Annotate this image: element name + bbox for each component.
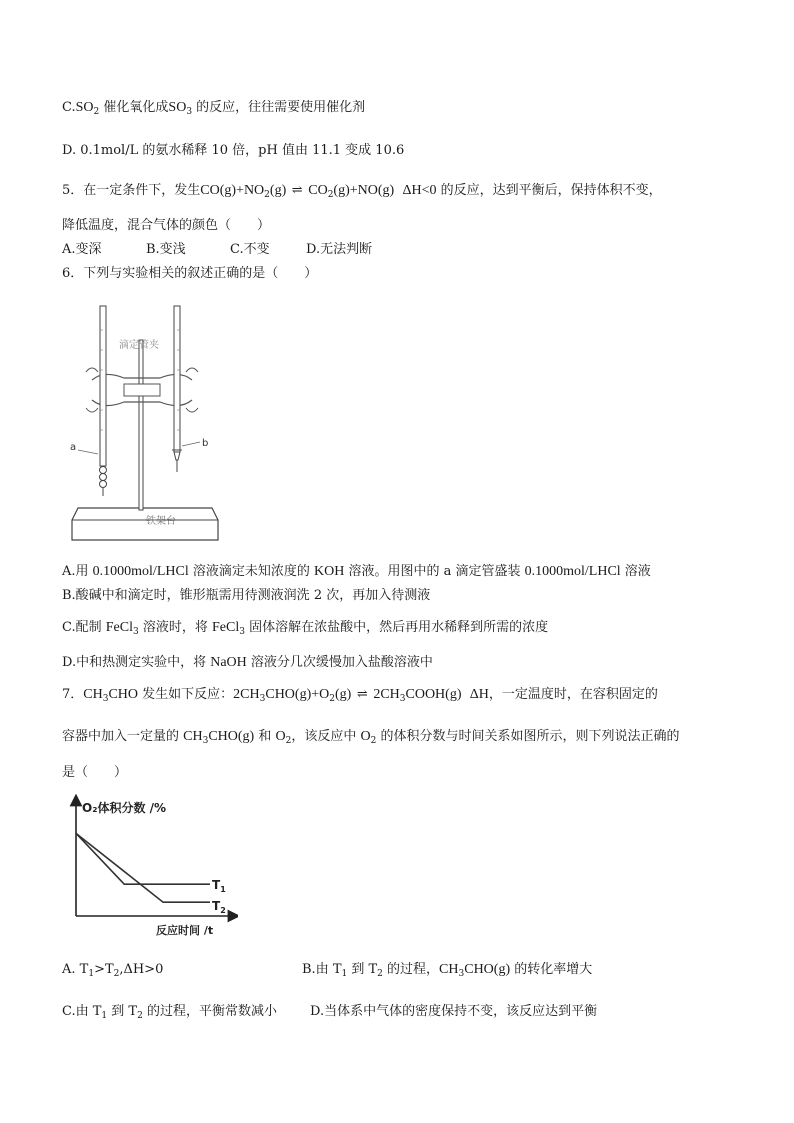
equilibrium-arrow-icon: ⇌ xyxy=(356,687,368,702)
option-c-line: $C.SO_2$ 催化氧化成$SO_3$ 的反应，往往需要使用催化剂 xyxy=(62,100,366,117)
question-5-line2: 降低温度，混合气体的颜色（ ） xyxy=(62,218,271,233)
burette-b-label: b xyxy=(202,438,209,449)
q5-option-b[interactable]: B.变浅 xyxy=(146,242,186,257)
burette-a-label: a xyxy=(70,442,77,453)
series-t2-label: $T_2$ xyxy=(212,899,226,915)
option-d-line: D. 0.1mol/L 的氨水稀释 10 倍，pH 值由 11.1 变成 10.6 xyxy=(62,143,405,158)
question-7-line1: 7．$CH_3CHO$ 发生如下反应：$2CH_3CHO(g)+O_2(g)$ ⇌ $2CH_3COOH(g)$ ΔH，一定温度时，在容积固定的 xyxy=(62,687,658,704)
titration-apparatus-figure xyxy=(64,300,224,548)
y-axis-label: O₂体积分数 /% xyxy=(82,801,167,815)
question-5-options xyxy=(62,242,372,258)
q6-option-d[interactable]: D.中和热测定实验中，将 NaOH 溶液分几次缓慢加入盐酸溶液中 xyxy=(62,655,433,670)
stand-rod xyxy=(139,340,143,510)
question-6-stem: 6．下列与实验相关的叙述正确的是（ ） xyxy=(62,266,318,281)
q6-option-a[interactable]: A.用 0.1000mol/LHCl 溶液滴定未知浓度的 KOH 溶液。用图中的 a 滴定管盛装 0.1000mol/LHCl 溶液 xyxy=(62,564,651,579)
series-line-1 xyxy=(76,833,210,884)
question-5-line1: 5．在一定条件下，发生$CO(g)+NO_2(g)$ ⇌ $CO_2(g)+NO(g)$ ΔH<0 的反应，达到平衡后，保持体积不变， xyxy=(62,183,662,200)
q7-option-c[interactable]: C.由 $T_1$ 到 $T_2$ 的过程，平衡常数减小 xyxy=(62,1004,277,1021)
q5-option-a[interactable]: A.变深 xyxy=(62,242,102,257)
x-axis-label: 反应时间 /t xyxy=(156,924,214,937)
series-t1-label: $T_1$ xyxy=(212,878,226,894)
stand-base xyxy=(72,508,218,540)
q6-option-c[interactable]: C.配制 FeCl$_3$ 溶液时，将 FeCl$_3$ 固体溶解在浓盐酸中，然后再用水稀释到所需的浓度 xyxy=(62,620,549,637)
q7-option-a[interactable]: A. $T_1>T_2,\Delta H>0$ xyxy=(62,962,164,979)
stand-label: 铁架台 xyxy=(146,516,176,527)
clamp-label: 滴定管夹 xyxy=(119,340,159,351)
q7-option-b[interactable]: B.由 $T_1$ 到 $T_2$ 的过程，$CH_3CHO(g)$ 的转化率增大 xyxy=(302,962,593,979)
q5-option-c[interactable]: C.不变 xyxy=(230,242,270,257)
q6-option-b[interactable]: B.酸碱中和滴定时，锥形瓶需用待测液润洗 2 次，再加入待测液 xyxy=(62,588,431,603)
q5-option-d[interactable]: D.无法判断 xyxy=(306,242,373,257)
question-7-line3: 是（ ） xyxy=(62,765,128,780)
equilibrium-arrow-icon: ⇌ xyxy=(291,183,303,198)
o2-volume-fraction-chart xyxy=(66,794,238,942)
question-7-line2: 容器中加入一定量的 $CH_3CHO(g)$ 和 $O_2$，该反应中 $O_2$ 的体积分数与时间关系如图所示，则下列说法正确的 xyxy=(62,729,680,746)
series-line-2 xyxy=(76,833,210,902)
q7-option-d[interactable]: D.当体系中气体的密度保持不变，该反应达到平衡 xyxy=(310,1004,598,1019)
